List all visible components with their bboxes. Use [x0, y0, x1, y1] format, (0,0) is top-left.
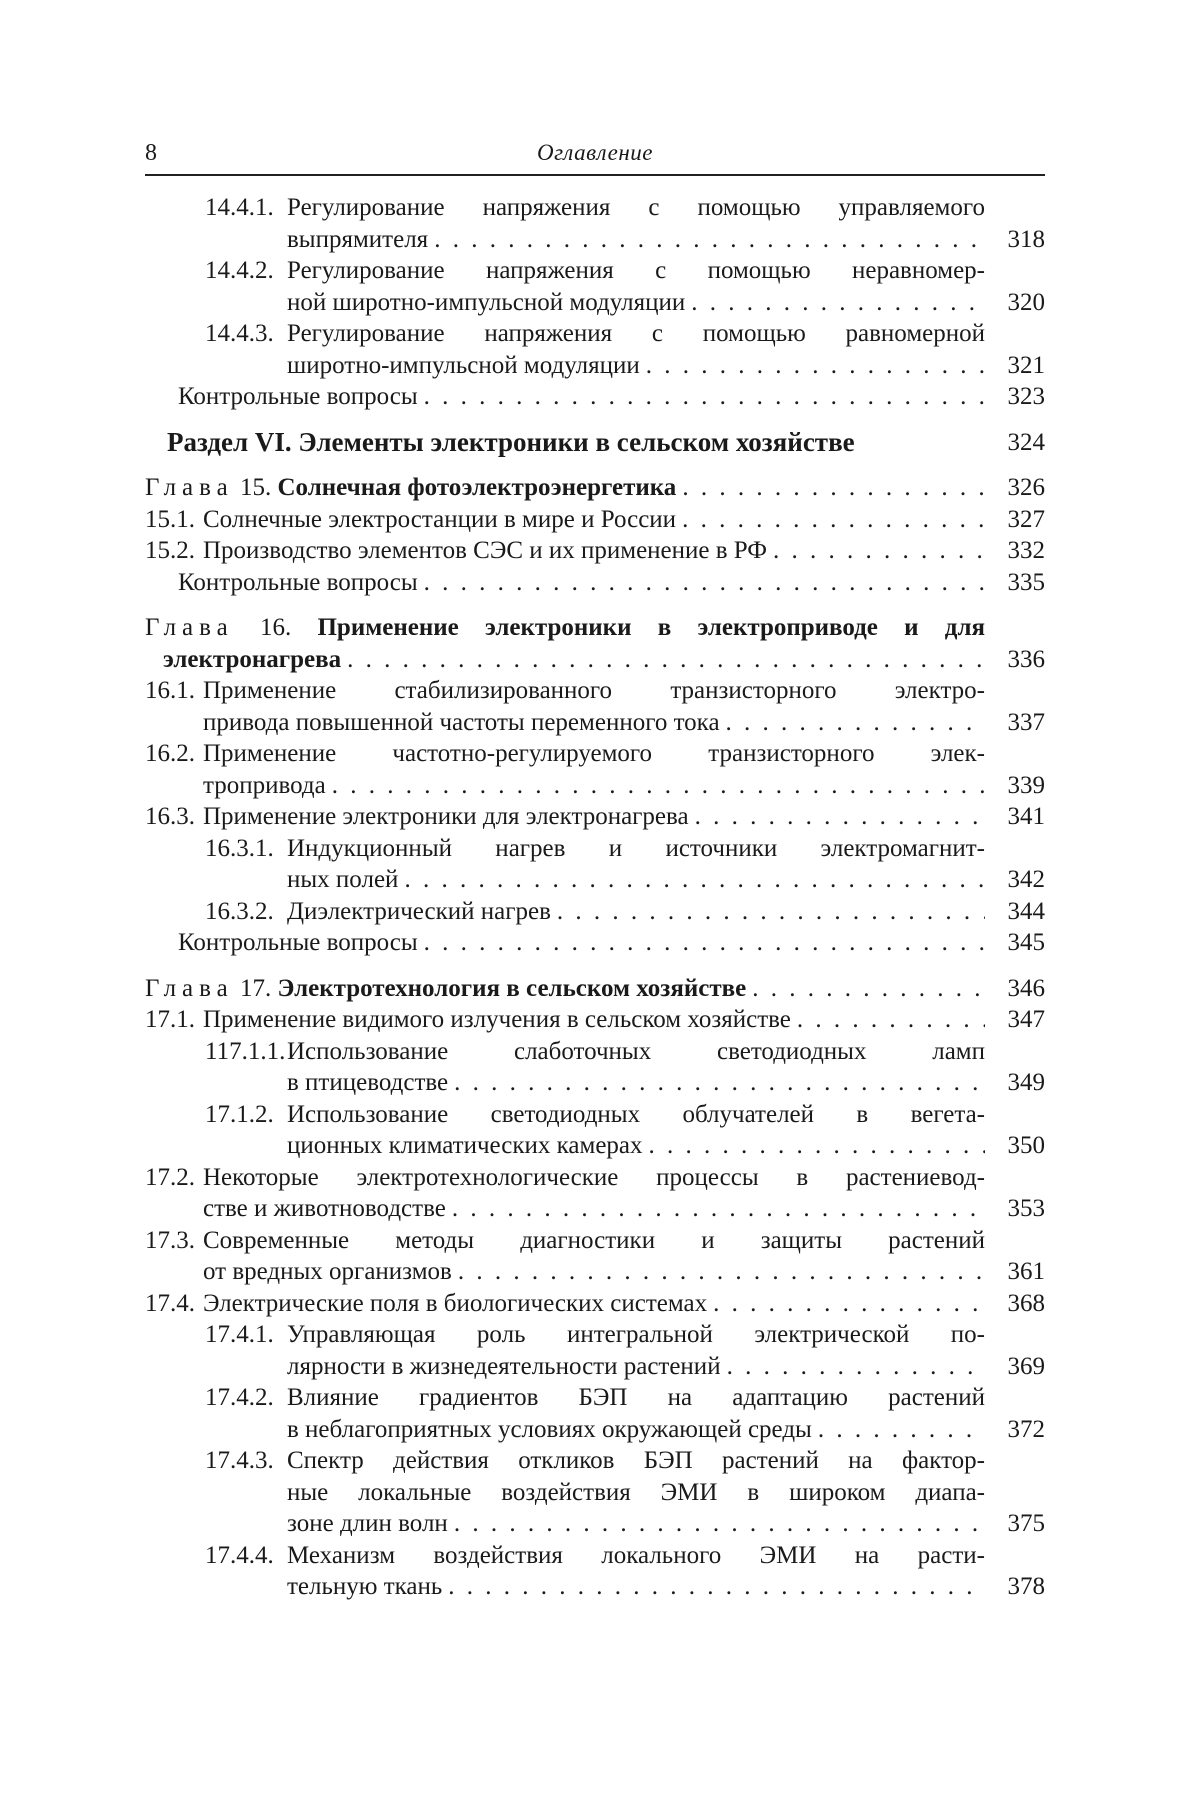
- leader-dots: [695, 801, 985, 833]
- toc-title-last-line: [287, 224, 985, 256]
- toc-entry-title: [203, 1225, 985, 1288]
- leader-dots: [332, 770, 985, 802]
- toc-title-text: Раздел VI. Элементы электроники в сельском хозяйстве: [167, 426, 855, 457]
- toc-page-number: 346: [1007, 974, 1045, 1002]
- toc-page-number: 345: [1007, 929, 1045, 956]
- toc-title-last-line: [203, 707, 985, 739]
- toc-title-line: Регулирование напряжения с помощью управляемого: [287, 194, 985, 221]
- toc-page-number: 339: [1007, 771, 1045, 799]
- leader-dots: [557, 896, 985, 928]
- toc-title-last-line: [178, 567, 985, 599]
- toc-title-line: Глава 16. Применение электроники в электроприводе и для: [145, 614, 985, 641]
- toc-title-text: Производство элементов СЭС и их применение в РФ: [203, 537, 768, 564]
- toc-entry: [145, 472, 1045, 504]
- toc-entry-body: [145, 255, 985, 318]
- toc-entry-title: [287, 833, 985, 896]
- toc-entry-title: [203, 1288, 985, 1320]
- toc-entry-body: [145, 1319, 985, 1382]
- toc-page-number: 368: [1007, 1289, 1045, 1317]
- toc-entry-body: [145, 567, 985, 599]
- toc-title-last-line: [287, 350, 985, 382]
- toc-entry-body: [145, 833, 985, 896]
- toc-page-number: 321: [1007, 351, 1045, 379]
- toc-entry-body: [145, 1540, 985, 1603]
- toc-entry-body: [145, 801, 985, 833]
- toc-entry-body: [145, 504, 985, 536]
- leader-dots: [448, 1571, 985, 1603]
- toc-title-text: лярности в жизнедеятельности растений: [287, 1352, 721, 1380]
- toc-page-number: 369: [1007, 1352, 1045, 1380]
- toc-entry: [145, 675, 1045, 738]
- toc-entry: [145, 833, 1045, 896]
- toc-entry: [145, 1288, 1045, 1320]
- leader-dots: [454, 1067, 985, 1099]
- chapter-word: Глава: [145, 474, 234, 501]
- toc-title-text: от вредных организмов: [203, 1258, 452, 1285]
- running-title: Оглавление: [536, 140, 653, 165]
- toc-entry-body: [145, 318, 985, 381]
- toc-title-line: Регулирование напряжения с помощью равномерной: [287, 320, 985, 347]
- toc-title-last-line: Глава 15. Солнечная фотоэлектроэнергетика . . .: [145, 472, 985, 504]
- toc-title-line: Современные методы диагностики и защиты растений: [203, 1226, 985, 1254]
- toc-page-number: 336: [1007, 645, 1045, 673]
- toc-title-last-line: [203, 535, 985, 567]
- toc-page-number: 341: [1007, 803, 1045, 830]
- toc-entry-body: [145, 973, 985, 1005]
- toc-title-last-line: Глава 17. Электротехнология в сельском хозяйстве . . .: [145, 973, 985, 1005]
- toc-entry-title: [203, 1004, 985, 1036]
- leader-dots: [404, 864, 985, 896]
- toc-title-line: Применение стабилизированного транзисторного электро-: [203, 677, 985, 704]
- toc-entry-title: [203, 801, 985, 833]
- toc-title-last-line: [203, 1256, 985, 1288]
- leader-dots: [682, 504, 985, 536]
- toc-entry-number: 16.2.: [145, 740, 195, 767]
- toc-page-number: 361: [1007, 1258, 1045, 1285]
- toc-entry: [145, 801, 1045, 833]
- toc-entry: [145, 927, 1045, 959]
- toc-title-line: ные локальные воздействия ЭМИ в широком диапа-: [287, 1478, 985, 1506]
- toc-entry: [145, 1162, 1045, 1225]
- toc-entry-body: [145, 896, 985, 928]
- toc-entry: [145, 381, 1045, 413]
- chapter-title: электронагрева: [163, 645, 342, 673]
- toc-page-number: 323: [1007, 383, 1045, 410]
- toc-entry-number: 16.1.: [145, 677, 195, 704]
- toc-title-text: Контрольные вопросы: [178, 383, 418, 410]
- toc-title-last-line: [203, 1193, 985, 1225]
- toc-entry: [145, 427, 1045, 459]
- toc-entry-number: 17.4.3.: [205, 1447, 274, 1474]
- toc-entry-number: 17.4.1.: [205, 1321, 274, 1348]
- toc-entry-title: [203, 738, 985, 801]
- toc-page-number: 349: [1007, 1069, 1045, 1096]
- toc-title-last-line: [287, 1067, 985, 1099]
- toc-entry-body: [145, 927, 985, 959]
- toc-title-text: ционных климатических камерах: [287, 1132, 643, 1159]
- toc-title-last-line: [203, 1004, 985, 1036]
- toc-entry-title: [287, 1445, 985, 1540]
- toc-entry-body: [145, 427, 985, 459]
- toc-page-number: 327: [1007, 505, 1045, 533]
- toc-page-number: 320: [1007, 288, 1045, 316]
- toc-title-text: Солнечные электростанции в мире и России: [203, 505, 677, 533]
- toc-entry-body: [145, 1004, 985, 1036]
- toc-entry-title: [203, 1162, 985, 1225]
- leader-dots: [649, 1130, 985, 1162]
- toc-entry-number: 14.4.2.: [205, 257, 274, 284]
- toc-page-number: 324: [1007, 428, 1045, 456]
- toc-title-text: тропривода: [203, 771, 326, 799]
- toc-entry-title: [287, 896, 985, 928]
- toc-title-last-line: [287, 1414, 985, 1446]
- leader-dots: [424, 381, 985, 413]
- toc-title-last-line: [178, 381, 985, 413]
- toc-page-number: 337: [1007, 708, 1045, 736]
- toc-entry-title: [145, 472, 985, 504]
- toc-entry-body: [145, 472, 985, 504]
- toc-entry: [145, 567, 1045, 599]
- toc-entry-title: [145, 973, 985, 1005]
- toc-entry: [145, 1036, 1045, 1099]
- running-header: [145, 140, 1045, 176]
- toc-entry-number: 17.2.: [145, 1163, 195, 1191]
- toc-page-number: 318: [1007, 225, 1045, 253]
- toc-title-last-line: [203, 504, 985, 536]
- toc-title-last-line: [287, 1351, 985, 1383]
- leader-dots: [424, 927, 985, 959]
- toc-title-line: Механизм воздействия локального ЭМИ на расти-: [287, 1541, 985, 1569]
- leader-dots: [458, 1256, 985, 1288]
- toc-entry: [145, 192, 1045, 255]
- toc-entry: [145, 1004, 1045, 1036]
- toc-entry-body: [145, 1162, 985, 1225]
- toc-entry: [145, 1099, 1045, 1162]
- toc-entry-body: [145, 1382, 985, 1445]
- toc-entry-title: [287, 1540, 985, 1603]
- toc-entry-body: [145, 381, 985, 413]
- toc-entry-number: 15.2.: [145, 537, 195, 564]
- toc-entry-number: 17.4.4.: [205, 1541, 274, 1569]
- toc-page-number: 372: [1007, 1415, 1045, 1443]
- toc-entry-number: 17.4.: [145, 1289, 195, 1317]
- chapter-word: Глава: [145, 614, 234, 641]
- toc-entry-number: 15.1.: [145, 505, 195, 533]
- toc-entry-body: [145, 192, 985, 255]
- toc-title-line: Использование слаботочных светодиодных ламп: [287, 1037, 985, 1065]
- toc-page-number: 342: [1007, 866, 1045, 893]
- toc-title-last-line: [287, 1571, 985, 1603]
- toc-entry-title: [287, 192, 985, 255]
- toc-entry: [145, 318, 1045, 381]
- toc-entry-number: 16.3.2.: [205, 897, 274, 925]
- toc-entry: [145, 973, 1045, 1005]
- toc-entry: [145, 1445, 1045, 1540]
- leader-dots: [691, 287, 985, 319]
- toc-title-text: тельную ткань: [287, 1573, 443, 1600]
- toc-title-last-line: [145, 644, 985, 676]
- toc-page-number: 350: [1007, 1132, 1045, 1159]
- toc-page-number: 332: [1007, 537, 1045, 564]
- toc-title-line: Регулирование напряжения с помощью неравномер-: [287, 257, 985, 284]
- toc-entry: [145, 738, 1045, 801]
- leader-dots: [818, 1414, 985, 1446]
- toc-entry-number: 16.3.1.: [205, 834, 274, 862]
- toc-entry-number: 16.3.: [145, 803, 195, 830]
- toc-page-number: 344: [1007, 897, 1045, 925]
- toc-title-last-line: [167, 427, 985, 459]
- toc-page-number: 326: [1007, 474, 1045, 501]
- toc-page-number: 347: [1007, 1006, 1045, 1033]
- toc-title-line: Применение частотно-регулируемого транзисторного элек-: [203, 740, 985, 767]
- leader-dots: [434, 224, 985, 256]
- chapter-title: Применение электроники в электроприводе и для: [317, 614, 985, 641]
- toc-entry-body: [145, 535, 985, 567]
- toc-entry-title: [145, 567, 985, 599]
- chapter-word: Глава: [145, 974, 234, 1002]
- toc-entry: [145, 1225, 1045, 1288]
- toc-title-line: Использование светодиодных облучателей в вегета-: [287, 1100, 985, 1128]
- toc-entry-title: [287, 255, 985, 318]
- toc-entry-body: [145, 1225, 985, 1288]
- toc-entry-title: [287, 1382, 985, 1445]
- toc-title-last-line: [287, 1130, 985, 1162]
- toc-title-last-line: [287, 864, 985, 896]
- toc-entry-number: 17.4.2.: [205, 1384, 274, 1411]
- toc-entry-number: 17.1.: [145, 1006, 195, 1033]
- toc-entry-title: [203, 535, 985, 567]
- toc-page-number: 375: [1007, 1510, 1045, 1537]
- toc-title-text: привода повышенной частоты переменного тока: [203, 708, 720, 736]
- toc-title-last-line: [203, 801, 985, 833]
- toc-entry-body: [145, 1036, 985, 1099]
- toc-entry-body: [145, 1445, 985, 1540]
- toc-title-text: Диэлектрический нагрев: [287, 897, 551, 925]
- toc-title-text: выпрямителя: [287, 225, 429, 253]
- toc-entry-title: [287, 318, 985, 381]
- toc-title-last-line: [203, 770, 985, 802]
- toc-title-last-line: [287, 287, 985, 319]
- leader-dots: [752, 973, 985, 1005]
- toc-entry-body: [145, 675, 985, 738]
- toc-page-number: 335: [1007, 568, 1045, 596]
- leader-dots: [773, 535, 985, 567]
- toc-title-line: Индукционный нагрев и источники электромагнит-: [287, 834, 985, 862]
- toc-entry: [145, 1540, 1045, 1603]
- leader-dots: [424, 567, 985, 599]
- toc-entry: [145, 896, 1045, 928]
- toc-title-last-line: [287, 1508, 985, 1540]
- toc-entry: [145, 1319, 1045, 1382]
- toc-title-text: Применение электроники для электронагрева: [203, 803, 689, 830]
- toc-entry-title: [145, 381, 985, 413]
- toc-entry-number: 17.3.: [145, 1226, 195, 1254]
- leader-dots: [797, 1004, 985, 1036]
- toc-title-text: в неблагоприятных условиях окружающей среды: [287, 1415, 812, 1443]
- toc-title-text: Электрические поля в биологических системах: [203, 1289, 708, 1317]
- toc-entry: [145, 535, 1045, 567]
- toc-title-text: ных полей: [287, 866, 399, 893]
- toc-title-line: Некоторые электротехнологические процессы в растениевод-: [203, 1163, 985, 1191]
- toc-title-last-line: [178, 927, 985, 959]
- toc-entry-title: [287, 1099, 985, 1162]
- leader-dots: [727, 1351, 985, 1383]
- toc-entry-title: [145, 427, 985, 459]
- toc-title-line: Спектр действия откликов БЭП растений на фактор-: [287, 1447, 985, 1474]
- toc-title-text: стве и животноводстве: [203, 1195, 446, 1222]
- toc-entry-title: [203, 504, 985, 536]
- toc-title-text: ной широтно-импульсной модуляции: [287, 288, 686, 316]
- toc-entry-title: [287, 1319, 985, 1382]
- toc-entry-body: [145, 1099, 985, 1162]
- toc-title-text: зоне длин волн: [287, 1510, 448, 1537]
- toc-entry-title: [203, 675, 985, 738]
- toc-entry-number: 14.4.3.: [205, 320, 274, 347]
- leader-dots: [347, 644, 985, 676]
- toc-title-last-line: [203, 1288, 985, 1320]
- toc-entry-number: 14.4.1.: [205, 194, 274, 221]
- toc-title-text: Применение видимого излучения в сельском хозяйстве: [203, 1006, 791, 1033]
- leader-dots: [454, 1508, 985, 1540]
- toc-entry: [145, 612, 1045, 675]
- toc-title-text: Контрольные вопросы: [178, 568, 418, 596]
- toc-page-number: 378: [1007, 1573, 1045, 1600]
- toc-entry-number: 17.1.2.: [205, 1100, 274, 1128]
- toc-entry-title: [145, 927, 985, 959]
- toc-title-text: Контрольные вопросы: [178, 929, 418, 956]
- toc-page-number: 353: [1007, 1195, 1045, 1222]
- toc-entry-body: [145, 1288, 985, 1320]
- leader-dots: [726, 707, 985, 739]
- leader-dots: [452, 1193, 985, 1225]
- toc-title-line: Влияние градиентов БЭП на адаптацию растений: [287, 1384, 985, 1411]
- toc-entry-title: [287, 1036, 985, 1099]
- toc-entry: [145, 1382, 1045, 1445]
- toc-title-line: Управляющая роль интегральной электрической по-: [287, 1321, 985, 1348]
- toc-entry-number: 117.1.1.: [205, 1037, 286, 1065]
- chapter-title: Электротехнология в сельском хозяйстве: [277, 974, 747, 1002]
- chapter-title: Солнечная фотоэлектроэнергетика: [277, 474, 677, 501]
- toc-title-text: в птицеводстве: [287, 1069, 449, 1096]
- toc-entry: [145, 255, 1045, 318]
- page-number: 8: [145, 140, 157, 166]
- toc-entry: [145, 504, 1045, 536]
- table-of-contents: [145, 192, 1045, 1603]
- leader-dots: [713, 1288, 985, 1320]
- toc-entry-body: [145, 738, 985, 801]
- leader-dots: [682, 472, 985, 504]
- leader-dots: [646, 350, 985, 382]
- toc-title-last-line: [287, 896, 985, 928]
- toc-entry-body: [145, 612, 985, 675]
- toc-title-text: широтно-импульсной модуляции: [287, 351, 640, 379]
- toc-entry-title: [145, 612, 985, 675]
